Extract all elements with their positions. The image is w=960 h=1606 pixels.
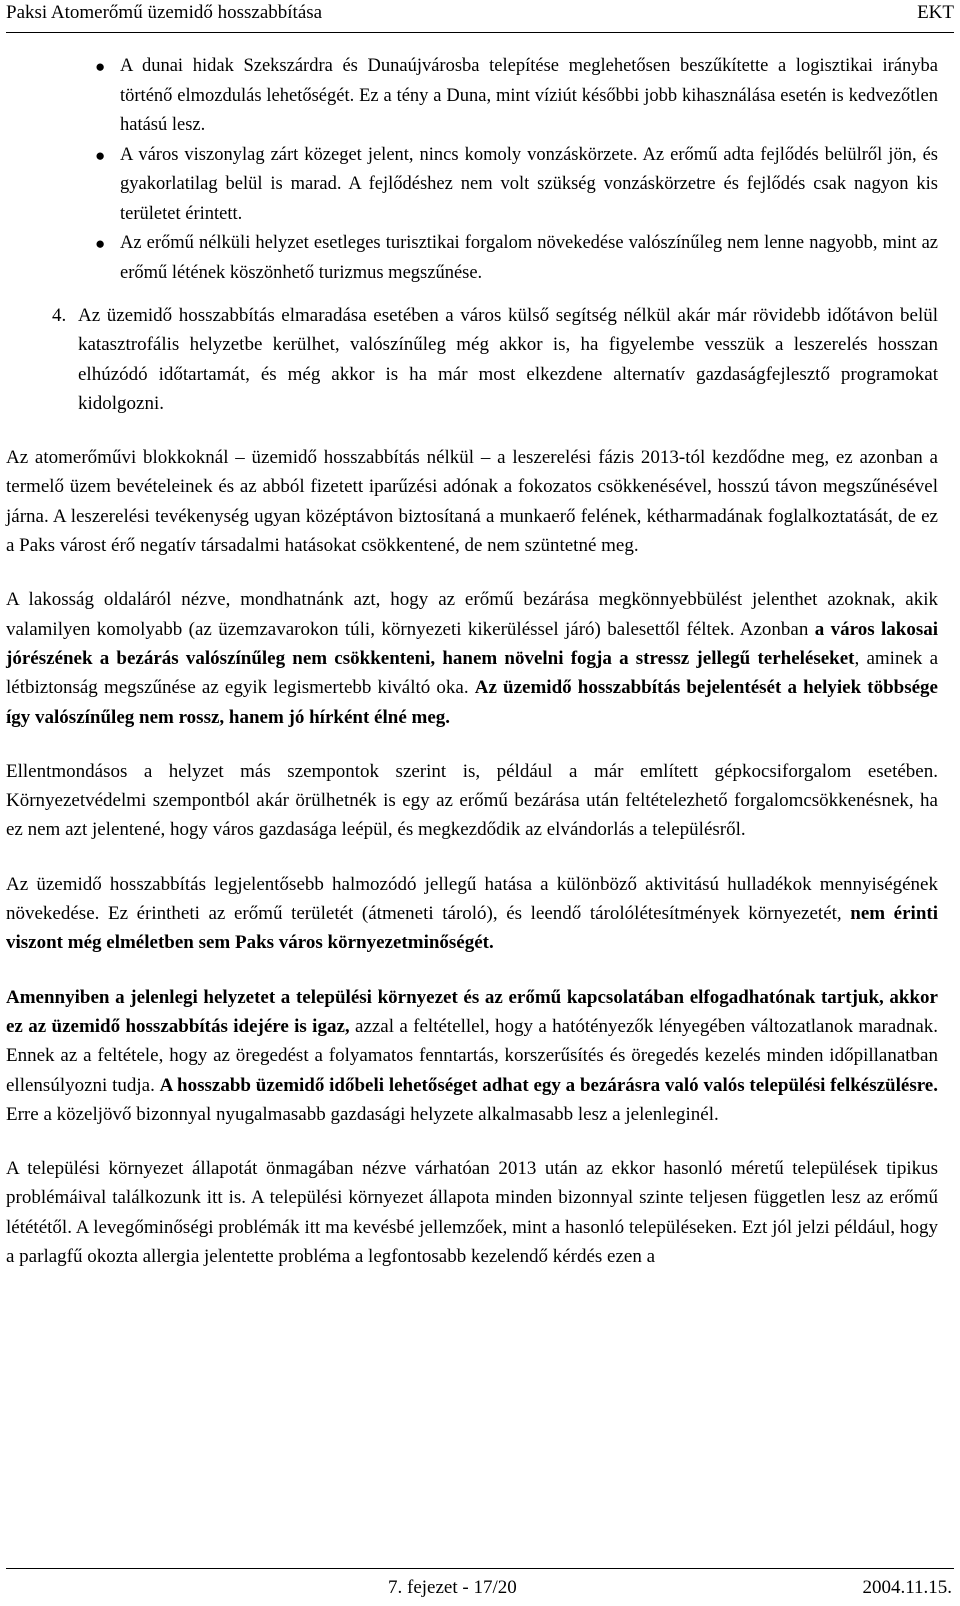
paragraph-hulladek: Az üzemidő hosszabbítás legjelentősebb halmozódó jellegű hatása a különböző aktivitású hulladékok mennyiségének növekedése. Ez érintheti az erőmű területét (átmeneti tároló), és leendő tárolólétesítmények környezetét, nem érinti viszont még elméletben sem Paks város környezetminőségét. xyxy=(6,873,938,954)
bullet-icon: ● xyxy=(95,57,106,76)
bullet-icon: ● xyxy=(95,145,106,165)
numbered-paragraph xyxy=(6,301,938,418)
item-number: 4. xyxy=(52,305,67,326)
paragraph-kornyezet-allapot: A települési környezet állapotát önmagában nézve várhatóan 2013 után az ekkor hasonló méretű települések tipikus problémáival találkozunk itt is. A települési környezet állapota minden bizonnyal szinte teljesen független lesz az erőmű létététől. A levegőminőségi problémák itt ma kevésbé jellemzőek, mint a hasonló településeken. Ezt jól jelzi például, hogy a parlagfű okozta allergia jelentette probléma a legfontosabb kezelendő kérdés ezen a xyxy=(6,1158,938,1268)
list-item: ● Az erőmű nélküli helyzet esetleges turisztikai forgalom növekedése valószínűleg nem lenne nagyobb, mint az erőmű létének köszönhető turizmus megszűnése. xyxy=(120,229,938,288)
paragraph-amennyiben: Amennyiben a jelenlegi helyzetet a települési környezet és az erőmű kapcsolatában elfogadhatónak tartjuk, akkor ez az üzemidő hosszabbítás idejére is igaz, azzal a feltétellel, hogy a hatótényezők lényegében változatlanok maradnak. Ennek az a feltétele, hogy az öregedést a folyamatos fenntartás, korszerűsítés és öregedés kezelés minden időpillanatban ellensúlyozni tudja. A hosszabb üzemidő időbeli lehetőséget adhat egy a bezárásra való valós települési felkészülésre. Erre a közeljövő bizonnyal nyugalmasabb gazdasági helyzete alkalmasabb lesz a jelenleginél. xyxy=(6,986,938,1125)
footer-date: 2004.11.15. xyxy=(862,1577,952,1598)
list-item: ● A város viszonylag zárt közeget jelent, nincs komoly vonzáskörzete. Az erőmű adta fejlődés belülről jön, és gyakorlatilag belül is marad. A fejlődéshez nem volt szükség vonzáskörzetre és fejlődés csak nagyon kis területet érintett. xyxy=(120,141,938,230)
header-code: EKT xyxy=(917,2,954,23)
bullet-icon: ● xyxy=(95,234,106,253)
bold-text: nem érinti viszont még elméletben sem Paks város környezetminőségét. xyxy=(6,903,938,954)
numbered-text: Az üzemidő hosszabbítás elmaradása esetében a város külső segítség nélkül akár már rövidebb időtávon belül katasztrofális helyzetbe kerülhet, valószínűleg még akkor is, ha figyelembe vesszük a leszerelés hosszan elhúzódó időtartamát, és még akkor is ha már most elkezdene alternatív gazdaságfejlesztő programokat kidolgozni. xyxy=(78,305,938,414)
bold-text: a város lakosai jórészének a bezárás valószínűleg nem csökkenteni, hanem növelni fogja a stressz jellegű terheléseket xyxy=(6,618,938,669)
paragraph-lakossag: A lakosság oldaláról nézve, mondhatnánk azt, hogy az erőmű bezárása megkönnyebbülést jelenthet azoknak, akik valamilyen komolyabb (az üzemzavarokon túli, környezeti kikerüléssel járó) balesettől féltek. Azonban a város lakosai jórészének a bezárás valószínűleg nem csökkenteni, hanem növelni fogja a stressz jellegű terheléseket, aminek a létbiztonság megszűnése az egyik legismertebb kiváltó oka. Az üzemidő hosszabbítás bejelentését a helyiek többsége így valószínűleg nem rossz, hanem jó hírként élné meg. xyxy=(6,589,939,728)
paragraph-leszereles: Az atomerőművi blokkoknál – üzemidő hosszabbítás nélkül – a leszerelési fázis 2013-tól kezdődne meg, ez azonban a termelő üzem bevételeinek és az abból fizetett iparűzési adónak a fokozatos csökkenésével, hosszú távon megszűnésével járna. A leszerelési tevékenység ugyan középtávon biztosítaná a munkaerő felének, kétharmadának foglalkoztatását, de ez a Paks várost érő negatív társadalmi hatásokat csökkentené, de nem szüntetné meg. xyxy=(6,447,938,557)
bold-text: Az üzemidő hosszabbítás bejelentését a helyiek többsége így valószínűleg nem rossz, hanem jó hírként élné meg. xyxy=(6,677,938,728)
bold-text: Amennyiben a jelenlegi helyzetet a települési környezet és az erőmű kapcsolatában elfogadhatónak tartjuk, akkor ez az üzemidő hosszabbítás idejére is igaz, xyxy=(6,986,938,1037)
page-number: 7. fejezet - 17/20 xyxy=(388,1577,517,1598)
list-item: ● A dunai hidak Szekszárdra és Dunaújvárosba telepítése meglehetősen beszűkítette a logisztikai irányba történő elmozdulás lehetőségét. Ez a tény a Duna, mint víziút későbbi jobb kihasználása esetén is kedvezőtlen hatású lesz. xyxy=(120,52,938,141)
bold-text: A hosszabb üzemidő időbeli lehetőséget adhat egy a bezárásra való valós települési felkészülésre. xyxy=(159,1074,938,1096)
paragraph-ellentmondasos: Ellentmondásos a helyzet más szempontok szerint is, például a már említett gépkocsiforgalom esetében. Környezetvédelmi szempontból akár örülhetnék is egy az erőmű bezárása után feltételezhető forgalomcsökkenésnek, ha ez nem azt jelentené, hogy város gazdasága leépül, és megkezdődik az elvándorlás a településről. xyxy=(6,760,938,841)
page-footer xyxy=(6,1568,954,1606)
bullet-list xyxy=(6,52,938,288)
document-body xyxy=(6,52,938,1271)
page-header xyxy=(6,0,954,33)
header-title: Paksi Atomerőmű üzemidő hosszabbítása xyxy=(6,2,323,23)
